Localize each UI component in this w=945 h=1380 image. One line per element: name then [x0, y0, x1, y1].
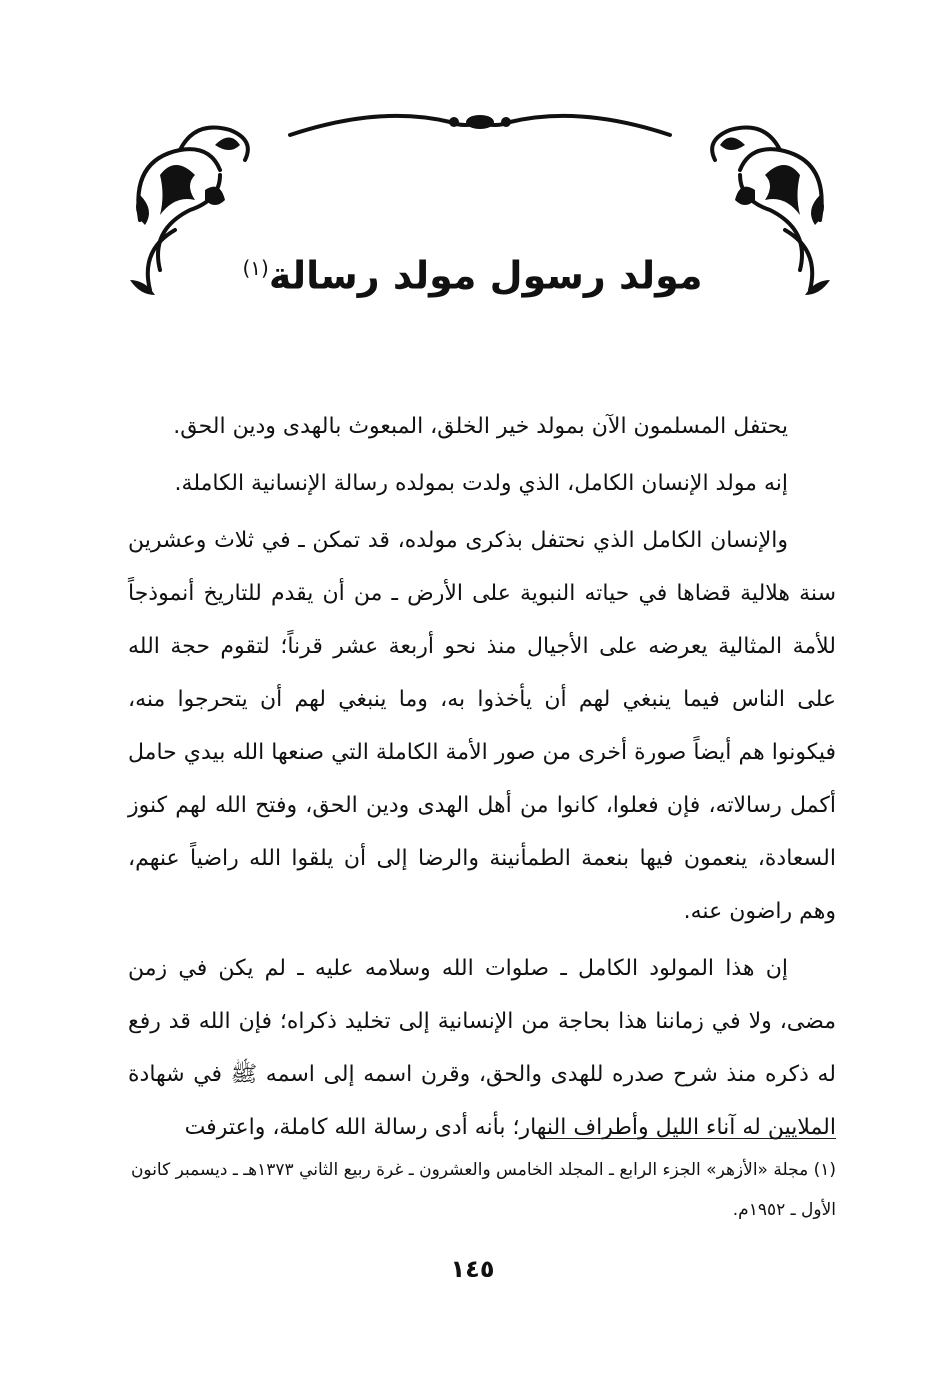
chapter-title: [0, 238, 945, 306]
paragraph: إن هذا المولود الكامل ـ صلوات الله وسلامه عليه ـ لم يكن في زمن مضى، ولا في زماننا هذا بحاجة من الإنسانية إلى تخليد ذكراه؛ فإن الله قد رفع له ذكره منذ شرح صدره للهدى والحق، وقرن اسمه إلى اسمه ﷺ في شهادة الملايين له آناء الليل وأطراف النهار؛ بأنه أدى رسالة الله كاملة، واعترفت: [128, 956, 836, 1140]
footnotes: [128, 1150, 836, 1230]
footnote: (١) مجلة «الأزهر» الجزء الرابع ـ المجلد الخامس والعشرون ـ غرة ربيع الثاني ١٣٧٣هـ ـ ديسمبر كانون الأول ـ ١٩٥٢م.: [130, 1160, 836, 1220]
paragraph: يحتفل المسلمون الآن بمولد خير الخلق، المبعوث بالهدى ودين الحق.: [173, 414, 788, 439]
footnote-divider: [540, 1138, 836, 1139]
title-footnote-marker: (١): [242, 256, 269, 280]
page-number: ١٤٥: [450, 1255, 495, 1283]
paragraph: إنه مولد الإنسان الكامل، الذي ولدت بمولده رسالة الإنسانية الكاملة.: [174, 471, 788, 496]
body-text: [128, 400, 836, 1158]
chapter-title-text: مولد رسول مولد رسالة: [268, 253, 703, 298]
paragraph: والإنسان الكامل الذي نحتفل بذكرى مولده، قد تمكن ـ في ثلاث وعشرين سنة هلالية قضاها في حياته النبوية على الأرض ـ من أن يقدم للتاريخ أنموذجاً للأمة المثالية يعرضه على الأجيال منذ نحو أربعة عشر قرناً؛ لتقوم حجة الله على الناس فيما ينبغي لهم أن يأخذوا به، وما ينبغي لهم أن يتحرجوا منه، فيكونوا هم أيضاً صورة أخرى من صور الأمة الكاملة التي صنعها الله بيدي حامل أكمل رسالاته، فإن فعلوا، كانوا من أهل الهدى ودين الحق، وفتح الله لهم كنوز السعادة، ينعمون فيها بنعمة الطمأنينة والرضا إلى أن يلقوا الله راضياً عنهم، وهم راضون عنه.: [128, 528, 836, 924]
